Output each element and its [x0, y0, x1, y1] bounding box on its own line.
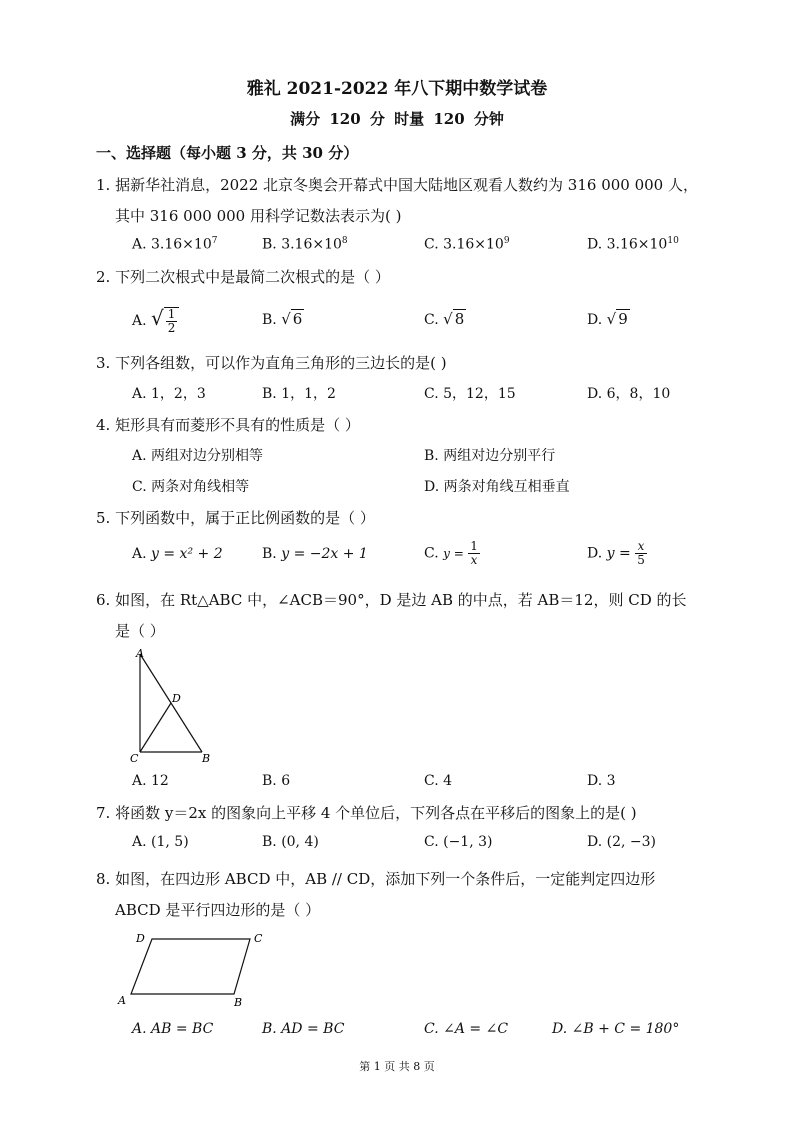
- section-heading: 一、选择题（每小题 3 分，共 30 分）: [96, 144, 359, 162]
- q3-stem: 3. 下列各组数，可以作为直角三角形的三边长的是( ): [96, 354, 447, 372]
- page-subtitle: 满分 120 分 时量 120 分钟: [290, 110, 504, 128]
- q6-median-cd: [140, 703, 171, 752]
- q8-option-b: B. AD = BC: [262, 1021, 345, 1037]
- q5-options: [132, 540, 692, 574]
- q7-stem: 7. 将函数 y＝2x 的图象向上平移 4 个单位后，下列各点在平移后的图象上的是( ): [96, 804, 637, 822]
- q1-option-b: B. $3.16\times 10^8$: [262, 236, 348, 253]
- q2-stem: 2. 下列二次根式中是最简二次根式的是（ ）: [96, 268, 390, 286]
- q8-options: [132, 1021, 692, 1047]
- q3-options: [132, 383, 692, 409]
- q8-parallelogram-shape: [131, 939, 250, 994]
- page-footer: 第 1 页 共 8 页: [359, 1060, 435, 1073]
- q6-stem-line2: 是（ ）: [115, 622, 165, 640]
- q4-options-row2: [132, 476, 692, 502]
- q4-option-c: C. 两条对角线相等: [132, 479, 250, 495]
- page-title: 雅礼 2021-2022 年八下期中数学试卷: [246, 79, 548, 99]
- q4-stem: 4. 矩形具有而菱形不具有的性质是（ ）: [96, 416, 360, 434]
- q7-option-d: D. (2, −3): [587, 834, 656, 850]
- q1-stem-line2: 其中 316 000 000 用科学记数法表示为( ): [115, 207, 402, 225]
- q2-options: [132, 302, 692, 338]
- q6-option-a: A. 12: [132, 773, 169, 789]
- q5-option-b: B. y = −2x + 1: [262, 546, 368, 562]
- q7-option-c: C. (−1, 3): [424, 834, 493, 850]
- q1-option-c: C. $3.16\times 10^9$: [424, 236, 510, 253]
- q3-option-b: B. 1，1，2: [262, 386, 336, 402]
- q6-label-b: B: [202, 752, 211, 765]
- q1-options: [132, 236, 692, 262]
- q6-label-a: A: [136, 647, 144, 660]
- q8-option-d: D. ∠B + C = 180°: [552, 1021, 680, 1037]
- q4-options-row1: [132, 445, 692, 471]
- q3-option-c: C. 5，12，15: [424, 386, 516, 402]
- q2-option-b: B. √ 6: [262, 310, 303, 328]
- q8-label-d: D: [136, 932, 145, 945]
- q8-stem-line1: 8. 如图，在四边形 ABCD 中，AB // CD，添加下列一个条件后，一定能判定四边形: [96, 870, 656, 888]
- q6-options: [132, 773, 692, 799]
- q2-option-d: D. √ 9: [587, 310, 628, 328]
- q6-option-d: D. 3: [587, 773, 616, 789]
- q3-option-d: D. 6，8，10: [587, 386, 671, 402]
- q6-option-b: B. 6: [262, 773, 291, 789]
- q2-option-a: A. √ $\frac{1}{2}$: [132, 306, 179, 335]
- q1-option-a: A. $3.16\times 10^7$: [132, 236, 218, 253]
- q1-option-d: D. $3.16\times 10^{10}$: [587, 236, 679, 253]
- q6-option-c: C. 4: [424, 773, 453, 789]
- q5-stem: 5. 下列函数中，属于正比例函数的是（ ）: [96, 509, 375, 527]
- q6-label-c: C: [130, 752, 139, 765]
- q8-label-b: B: [234, 996, 243, 1009]
- q8-label-a: A: [118, 994, 126, 1007]
- q6-triangle-figure: [126, 646, 216, 766]
- q3-option-a: A. 1，2，3: [132, 386, 206, 402]
- q6-label-d: D: [172, 692, 181, 705]
- q7-option-b: B. (0, 4): [262, 834, 319, 850]
- q8-option-a: A. AB = BC: [132, 1021, 214, 1037]
- q6-stem-line1: 6. 如图，在 Rt△ABC 中，∠ACB＝90°，D 是边 AB 的中点，若 AB＝12，则 CD 的长: [96, 591, 687, 609]
- q7-options: [132, 834, 692, 860]
- q8-parallelogram-figure: [114, 926, 274, 1010]
- q8-option-c: C. ∠A = ∠C: [424, 1021, 509, 1037]
- q7-option-a: A. (1, 5): [132, 834, 189, 850]
- q5-option-d: D. y = $\frac{x}{5}$: [587, 539, 645, 567]
- q8-stem-line2: ABCD 是平行四边形的是（ ）: [115, 901, 321, 919]
- q5-option-a: A. y = x² + 2: [132, 546, 223, 562]
- q5-option-c: C. y = $\frac{1}{x}$: [424, 539, 478, 567]
- q1-stem-line1: 1. 据新华社消息，2022 北京冬奥会开幕式中国大陆地区观看人数约为 316 000 000 人，: [96, 176, 698, 194]
- q4-option-b: B. 两组对边分别平行: [424, 448, 556, 464]
- q4-option-a: A. 两组对边分别相等: [132, 448, 264, 464]
- q2-option-c: C. √ 8: [424, 310, 465, 328]
- q8-label-c: C: [254, 932, 263, 945]
- q4-option-d: D. 两条对角线互相垂直: [424, 479, 570, 495]
